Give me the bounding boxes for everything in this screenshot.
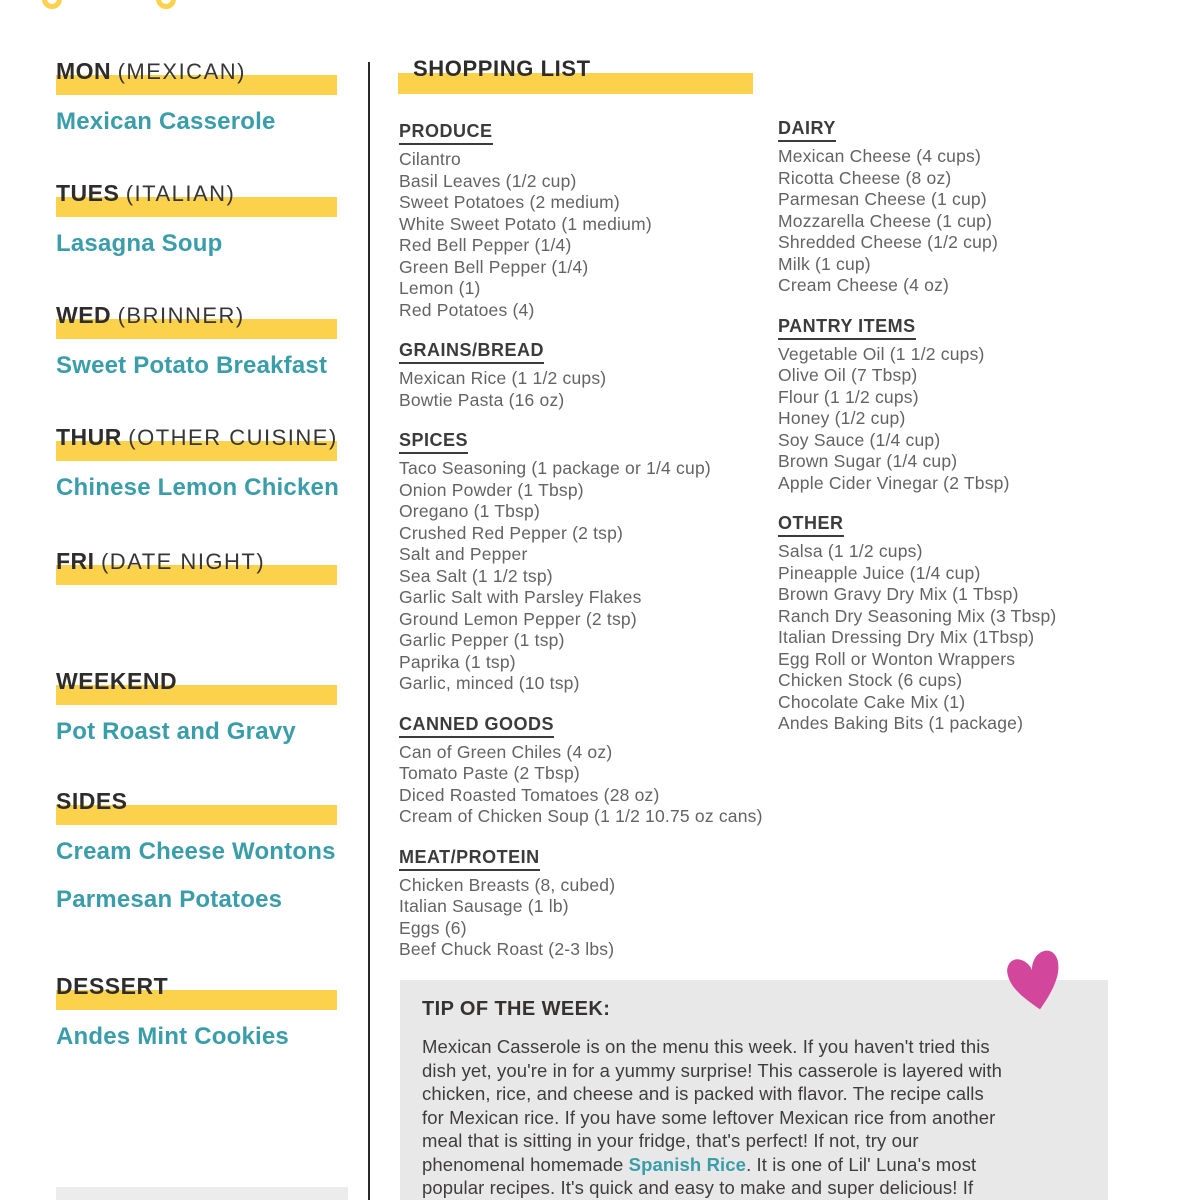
tip-body-line: dish yet, you're in for a yummy surprise! This casserole is layered with <box>422 1059 1002 1081</box>
day-label: WEEKEND <box>56 668 178 694</box>
shopping-list-item: Taco Seasoning (1 package or 1/4 cup) <box>399 458 711 478</box>
meal-name: Parmesan Potatoes <box>56 886 283 913</box>
tip-body-line: Mexican Casserole is on the menu this week. If you haven't tried this <box>422 1036 990 1057</box>
day-cuisine-label: (DATE NIGHT) <box>100 549 266 574</box>
shopping-list-section <box>399 847 784 961</box>
shopping-list-item: Mozzarella Cheese (1 cup) <box>778 210 993 231</box>
shopping-list-item: Oregano (1 Tbsp) <box>399 501 541 521</box>
tip-body-line: phenomenal homemade Spanish Rice. It is one of Lil' Luna's most <box>422 1153 977 1175</box>
shopping-section-header: GRAINS/BREAD <box>399 340 544 364</box>
meal-plan-day-block <box>56 58 337 135</box>
shopping-list-item: Andes Baking Bits (1 package) <box>778 713 1024 733</box>
shopping-list-item: Italian Dressing Dry Mix (1Tbsp) <box>778 627 1035 647</box>
shopping-section-header: PANTRY ITEMS <box>778 316 916 340</box>
shopping-list-item: Cream of Chicken Soup (1 1/2 10.75 oz cans) <box>399 806 763 826</box>
day-heading <box>56 180 337 218</box>
day-heading-text <box>56 973 337 1000</box>
shopping-list-section <box>399 340 784 411</box>
yellow-script-loop-icon <box>156 0 176 9</box>
shopping-list-item: Cilantro <box>399 149 461 169</box>
day-heading-text <box>56 302 337 329</box>
shopping-list-item: Mexican Rice (1 1/2 cups) <box>399 368 607 388</box>
shopping-list-item: Cream Cheese (4 oz) <box>778 275 950 295</box>
meal-plan-day-block <box>56 668 337 745</box>
shopping-list-item: Milk (1 cup) <box>778 253 871 274</box>
day-label: WED <box>56 302 112 328</box>
day-heading <box>56 668 337 706</box>
shopping-list-item: Red Bell Pepper (1/4) <box>399 235 572 255</box>
day-cuisine-label: (BRINNER) <box>117 303 245 328</box>
meal-plan-day-block <box>56 180 337 257</box>
shopping-list-item: Egg Roll or Wonton Wrappers <box>778 648 1016 669</box>
shopping-list-item: Ricotta Cheese (8 oz) <box>778 167 952 188</box>
shopping-list-column-left <box>399 121 784 980</box>
meal-name: Pot Roast and Gravy <box>56 718 296 745</box>
shopping-list-item: Salt and Pepper <box>399 544 528 564</box>
shopping-section-header: PRODUCE <box>399 121 493 145</box>
tip-body-line: chicken, rice, and cheese and is packed with flavor. The recipe calls <box>422 1083 984 1104</box>
day-heading <box>56 788 337 826</box>
shopping-list-section <box>399 121 784 321</box>
shopping-list-item: Paprika (1 tsp) <box>399 651 516 672</box>
column-divider <box>368 62 370 1200</box>
shopping-list-item: Vegetable Oil (1 1/2 cups) <box>778 343 985 364</box>
tip-body <box>422 1035 1084 1200</box>
meal-plan-day-block <box>56 973 337 1050</box>
shopping-list-item: Brown Gravy Dry Mix (1 Tbsp) <box>778 584 1019 604</box>
shopping-list-section <box>778 118 1123 297</box>
shopping-list-item: Green Bell Pepper (1/4) <box>399 256 589 277</box>
meal-name: Cream Cheese Wontons <box>56 838 336 865</box>
meal-name: Lasagna Soup <box>56 230 223 257</box>
day-label: TUES <box>56 180 120 206</box>
shopping-list-item: Pineapple Juice (1/4 cup) <box>778 562 981 583</box>
day-label: SIDES <box>56 788 128 814</box>
day-heading <box>56 424 337 462</box>
shopping-list-item: Garlic Salt with Parsley Flakes <box>399 587 642 607</box>
shopping-list-item: Shredded Cheese (1/2 cup) <box>778 232 998 252</box>
day-heading-text <box>56 180 337 207</box>
cutoff-gray-bar <box>56 1187 348 1200</box>
shopping-list-item: Honey (1/2 cup) <box>778 408 906 428</box>
shopping-list-item: Bowtie Pasta (16 oz) <box>399 389 565 410</box>
shopping-list-item: Apple Cider Vinegar (2 Tbsp) <box>778 472 1010 493</box>
day-heading-text <box>56 424 337 451</box>
shopping-list-item: Eggs (6) <box>399 917 467 938</box>
shopping-list-item: Crushed Red Pepper (2 tsp) <box>399 522 624 543</box>
shopping-list-item: Salsa (1 1/2 cups) <box>778 541 923 561</box>
shopping-list-item: Red Potatoes (4) <box>399 299 535 320</box>
meal-name: Chinese Lemon Chicken <box>56 474 339 501</box>
shopping-list-item: Ranch Dry Seasoning Mix (3 Tbsp) <box>778 605 1057 626</box>
shopping-list-item: Parmesan Cheese (1 cup) <box>778 189 987 209</box>
meal-plan-day-block <box>56 424 337 501</box>
day-heading <box>56 58 337 96</box>
shopping-section-header: CANNED GOODS <box>399 714 554 738</box>
shopping-list-item: Sweet Potatoes (2 medium) <box>399 192 620 212</box>
shopping-list-item: Chocolate Cake Mix (1) <box>778 691 966 712</box>
shopping-list-item: Ground Lemon Pepper (2 tsp) <box>399 608 637 629</box>
shopping-list-item: Sea Salt (1 1/2 tsp) <box>399 565 553 586</box>
day-heading-text <box>56 58 337 85</box>
tip-title: TIP OF THE WEEK: <box>422 998 611 1020</box>
tip-body-line: meal that is sitting in your fridge, that's perfect! If not, try our <box>422 1130 919 1151</box>
shopping-list-title: SHOPPING LIST <box>413 56 591 81</box>
shopping-list-column-right <box>778 118 1123 754</box>
meal-plan-day-block <box>56 788 337 913</box>
day-heading-text <box>56 788 337 815</box>
meal-name: Sweet Potato Breakfast <box>56 352 328 379</box>
meal-plan-day-block <box>56 548 337 586</box>
shopping-list-item: Chicken Breasts (8, cubed) <box>399 874 616 895</box>
shopping-list-section <box>778 513 1123 735</box>
day-label: THUR <box>56 424 122 450</box>
shopping-list-item: Brown Sugar (1/4 cup) <box>778 451 958 471</box>
day-label: MON <box>56 58 112 84</box>
shopping-list-section <box>399 714 784 828</box>
shopping-list-item: Basil Leaves (1/2 cup) <box>399 170 577 191</box>
day-heading <box>56 973 337 1011</box>
shopping-list-item: Mexican Cheese (4 cups) <box>778 146 982 166</box>
shopping-list-heading <box>398 56 753 96</box>
day-heading-text <box>56 548 337 575</box>
shopping-section-header: DAIRY <box>778 118 836 142</box>
shopping-section-header: MEAT/PROTEIN <box>399 847 540 871</box>
yellow-script-loop-icon <box>42 0 62 9</box>
tip-of-the-week-box <box>400 980 1108 1200</box>
shopping-list-item: Onion Powder (1 Tbsp) <box>399 479 584 500</box>
heart-icon <box>1006 950 1064 1019</box>
shopping-list-item: Olive Oil (7 Tbsp) <box>778 365 918 385</box>
shopping-list-item: Flour (1 1/2 cups) <box>778 386 919 407</box>
day-cuisine-label: (MEXICAN) <box>117 59 246 84</box>
day-cuisine-label: (ITALIAN) <box>125 181 236 206</box>
shopping-list-item: Italian Sausage (1 lb) <box>399 896 569 916</box>
shopping-list-item: Can of Green Chiles (4 oz) <box>399 741 613 762</box>
tip-body-line: popular recipes. It's quick and easy to make and super delicious! If <box>422 1177 974 1198</box>
day-heading-text <box>56 668 337 695</box>
spanish-rice-link[interactable]: Spanish Rice <box>628 1153 747 1175</box>
day-label: FRI <box>56 548 95 574</box>
shopping-list-item: Beef Chuck Roast (2-3 lbs) <box>399 939 615 959</box>
day-heading <box>56 548 337 586</box>
meal-plan-day-block <box>56 302 337 379</box>
meal-name: Andes Mint Cookies <box>56 1023 289 1050</box>
shopping-section-header: SPICES <box>399 430 468 454</box>
shopping-list-item: Soy Sauce (1/4 cup) <box>778 429 941 450</box>
shopping-list-item: Garlic Pepper (1 tsp) <box>399 630 565 650</box>
shopping-list-item: Garlic, minced (10 tsp) <box>399 673 580 693</box>
meal-name: Mexican Casserole <box>56 108 276 135</box>
shopping-list-section <box>399 430 784 695</box>
shopping-section-header: OTHER <box>778 513 844 537</box>
shopping-list-section <box>778 316 1123 495</box>
shopping-list-item: Chicken Stock (6 cups) <box>778 670 963 690</box>
shopping-list-item: Lemon (1) <box>399 278 481 298</box>
shopping-list-item: White Sweet Potato (1 medium) <box>399 213 652 234</box>
tip-body-line: for Mexican rice. If you have some leftover Mexican rice from another <box>422 1106 996 1128</box>
day-heading <box>56 302 337 340</box>
day-label: DESSERT <box>56 973 169 999</box>
shopping-list-item: Tomato Paste (2 Tbsp) <box>399 763 580 783</box>
day-cuisine-label: (OTHER CUISINE) <box>128 425 338 450</box>
shopping-list-item: Diced Roasted Tomatoes (28 oz) <box>399 784 660 805</box>
